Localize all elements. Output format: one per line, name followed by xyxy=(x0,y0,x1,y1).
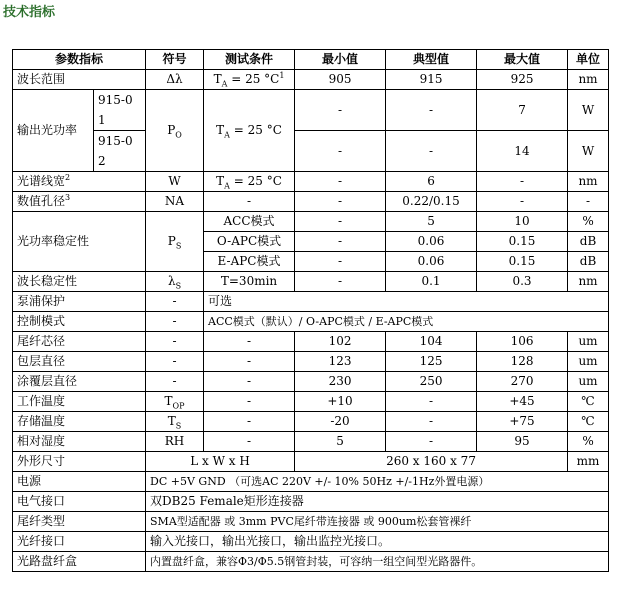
unit: ℃ xyxy=(568,392,609,412)
symbol: $T_{OP}$ xyxy=(146,392,204,412)
min-value: - xyxy=(295,192,386,212)
param-name: 外形尺寸 xyxy=(13,452,146,472)
min-value: - xyxy=(295,232,386,252)
condition: T=30min xyxy=(204,272,295,292)
param-name: 电气接口 xyxy=(13,492,146,512)
model-name: 915-0 1 xyxy=(94,90,146,131)
table-row xyxy=(13,70,609,90)
unit: dB xyxy=(568,252,609,272)
max-value: 270 xyxy=(477,372,568,392)
symbol: - xyxy=(146,292,204,312)
typ-value: 915 xyxy=(386,70,477,90)
condition: - xyxy=(204,332,295,352)
unit: nm xyxy=(568,70,609,90)
table-row xyxy=(13,532,609,552)
max-value: +45 xyxy=(477,392,568,412)
min-value: - xyxy=(295,131,386,172)
param-name: 工作温度 xyxy=(13,392,146,412)
table-row xyxy=(13,352,609,372)
max-value: 7 xyxy=(477,90,568,131)
min-value: -20 xyxy=(295,412,386,432)
min-value: - xyxy=(295,252,386,272)
min-value: 5 xyxy=(295,432,386,452)
typ-value: - xyxy=(386,432,477,452)
symbol: Δλ xyxy=(146,70,204,90)
param-name: 尾纤类型 xyxy=(13,512,146,532)
condition: - xyxy=(204,412,295,432)
table-row xyxy=(13,131,609,172)
unit: dB xyxy=(568,232,609,252)
condition: - xyxy=(204,392,295,412)
dimension-value: 260 x 160 x 77 xyxy=(295,452,568,472)
table-row xyxy=(13,292,609,312)
min-value: - xyxy=(295,90,386,131)
min-value: 102 xyxy=(295,332,386,352)
max-value: 106 xyxy=(477,332,568,352)
typ-value: 104 xyxy=(386,332,477,352)
table-row xyxy=(13,192,609,212)
table-row xyxy=(13,90,609,131)
symbol: NA xyxy=(146,192,204,212)
max-value: 128 xyxy=(477,352,568,372)
table-row xyxy=(13,372,609,392)
condition: - xyxy=(204,192,295,212)
param-value: DC +5V GND （可选AC 220V +/- 10% 50Hz +/-1Hz外置电源） xyxy=(146,472,609,492)
header-symbol: 符号 xyxy=(146,50,204,70)
spec-table xyxy=(12,49,609,572)
param-value: 可选 xyxy=(204,292,609,312)
param-name: 存储温度 xyxy=(13,412,146,432)
table-row xyxy=(13,212,609,232)
min-value: - xyxy=(295,272,386,292)
table-row xyxy=(13,432,609,452)
model-name: 915-0 2 xyxy=(94,131,146,172)
header-typ: 典型值 xyxy=(386,50,477,70)
param-name: 包层直径 xyxy=(13,352,146,372)
unit: % xyxy=(568,432,609,452)
max-value: - xyxy=(477,172,568,192)
table-row xyxy=(13,512,609,532)
symbol: - xyxy=(146,352,204,372)
header-param: 参数指标 xyxy=(13,50,146,70)
table-row xyxy=(13,392,609,412)
condition: $T_A = 25$ °C xyxy=(204,90,295,172)
param-name: 波长稳定性 xyxy=(13,272,146,292)
param-name: 泵浦保护 xyxy=(13,292,146,312)
typ-value: - xyxy=(386,392,477,412)
condition: ACC模式 xyxy=(204,212,295,232)
symbol: $P_S$ xyxy=(146,212,204,272)
max-value: - xyxy=(477,192,568,212)
table-row xyxy=(13,452,609,472)
condition: $T_A = 25$ $^\circ C^1$ xyxy=(204,70,295,90)
symbol: - xyxy=(146,312,204,332)
condition: E-APC模式 xyxy=(204,252,295,272)
header-unit: 单位 xyxy=(568,50,609,70)
min-value: 905 xyxy=(295,70,386,90)
max-value: 95 xyxy=(477,432,568,452)
param-value: 双DB25 Female矩形连接器 xyxy=(146,492,609,512)
page-title: 技术指标 xyxy=(3,5,56,20)
header-max: 最大值 xyxy=(477,50,568,70)
symbol: $\lambda_S$ xyxy=(146,272,204,292)
param-name: 输出光功率 xyxy=(13,90,94,172)
typ-value: 0.1 xyxy=(386,272,477,292)
symbol: W xyxy=(146,172,204,192)
param-name: 光路盘纤盒 xyxy=(13,552,146,572)
table-row xyxy=(13,552,609,572)
min-value: +10 xyxy=(295,392,386,412)
symbol: - xyxy=(146,372,204,392)
unit: um xyxy=(568,332,609,352)
param-name: 光谱线宽$^2$ xyxy=(13,172,146,192)
unit: um xyxy=(568,372,609,392)
max-value: 14 xyxy=(477,131,568,172)
header-condition: 测试条件 xyxy=(204,50,295,70)
symbol: RH xyxy=(146,432,204,452)
min-value: 230 xyxy=(295,372,386,392)
param-name: 控制模式 xyxy=(13,312,146,332)
param-value: SMA型适配器 或 3mm PVC尾纤带连接器 或 900um松套管裸纤 xyxy=(146,512,609,532)
max-value: 0.15 xyxy=(477,232,568,252)
unit: nm xyxy=(568,172,609,192)
max-value: +75 xyxy=(477,412,568,432)
table-row xyxy=(13,412,609,432)
unit: nm xyxy=(568,272,609,292)
param-name: 光纤接口 xyxy=(13,532,146,552)
typ-value: 0.06 xyxy=(386,252,477,272)
min-value: - xyxy=(295,212,386,232)
symbol: $P_O$ xyxy=(146,90,204,172)
header-row xyxy=(13,50,609,70)
typ-value: - xyxy=(386,131,477,172)
max-value: 0.15 xyxy=(477,252,568,272)
table-row xyxy=(13,472,609,492)
symbol: $T_S$ xyxy=(146,412,204,432)
typ-value: 0.22/0.15 xyxy=(386,192,477,212)
param-name: 波长范围 xyxy=(13,70,146,90)
unit: W xyxy=(568,131,609,172)
param-value: 内置盘纤盒，兼容Φ3/Φ5.5钢管封装，可容纳一组空间型光路器件。 xyxy=(146,552,609,572)
max-value: 925 xyxy=(477,70,568,90)
typ-value: - xyxy=(386,412,477,432)
unit: ℃ xyxy=(568,412,609,432)
symbol: - xyxy=(146,332,204,352)
typ-value: 250 xyxy=(386,372,477,392)
unit: % xyxy=(568,212,609,232)
header-min: 最小值 xyxy=(295,50,386,70)
param-name: 光功率稳定性 xyxy=(13,212,146,272)
param-name: 相对湿度 xyxy=(13,432,146,452)
condition: $T_A = 25$ °C xyxy=(204,172,295,192)
param-value: 输入光接口，输出光接口，输出监控光接口。 xyxy=(146,532,609,552)
condition: - xyxy=(204,352,295,372)
min-value: 123 xyxy=(295,352,386,372)
table-row xyxy=(13,492,609,512)
unit: um xyxy=(568,352,609,372)
condition: O-APC模式 xyxy=(204,232,295,252)
param-value: ACC模式（默认）/ O-APC模式 / E-APC模式 xyxy=(204,312,609,332)
param-name: 尾纤芯径 xyxy=(13,332,146,352)
typ-value: 5 xyxy=(386,212,477,232)
dimension-label: L x W x H xyxy=(146,452,295,472)
table-row xyxy=(13,272,609,292)
min-value: - xyxy=(295,172,386,192)
condition: - xyxy=(204,372,295,392)
max-value: 0.3 xyxy=(477,272,568,292)
max-value: 10 xyxy=(477,212,568,232)
unit: - xyxy=(568,192,609,212)
unit: W xyxy=(568,90,609,131)
typ-value: 6 xyxy=(386,172,477,192)
table-row xyxy=(13,172,609,192)
table-row xyxy=(13,312,609,332)
typ-value: - xyxy=(386,90,477,131)
unit: mm xyxy=(568,452,609,472)
table-row xyxy=(13,332,609,352)
param-name: 涂覆层直径 xyxy=(13,372,146,392)
param-name: 数值孔径$^3$ xyxy=(13,192,146,212)
typ-value: 125 xyxy=(386,352,477,372)
typ-value: 0.06 xyxy=(386,232,477,252)
condition: - xyxy=(204,432,295,452)
param-name: 电源 xyxy=(13,472,146,492)
